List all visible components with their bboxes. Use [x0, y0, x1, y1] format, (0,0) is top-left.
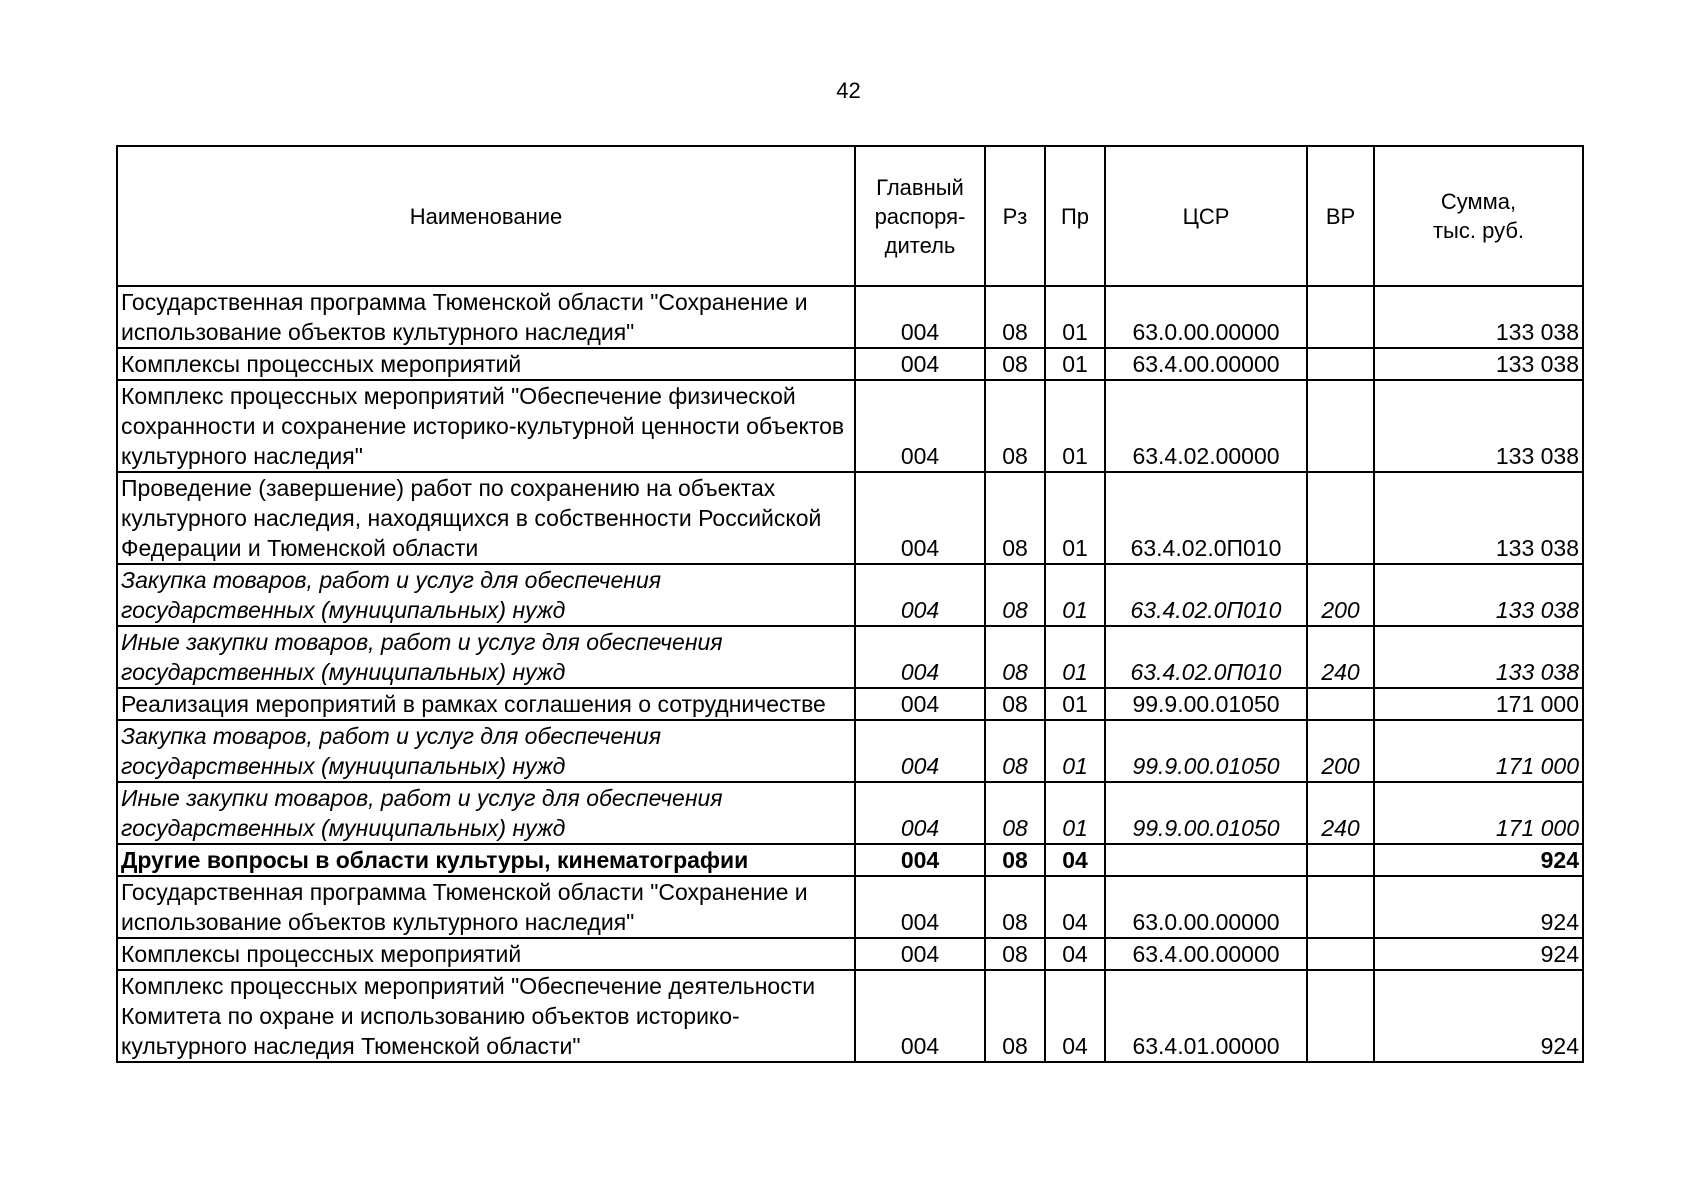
header-amount: Сумма, тыс. руб.: [1374, 146, 1583, 286]
cell-expense-type: [1307, 844, 1374, 876]
cell-target-article: 63.4.02.0П010: [1105, 472, 1307, 564]
table-row: [117, 970, 1583, 1062]
cell-subsection: 01: [1045, 380, 1105, 472]
cell-target-article: 63.4.02.0П010: [1105, 564, 1307, 626]
cell-amount: 924: [1374, 844, 1583, 876]
table-row: [117, 564, 1583, 626]
cell-name: Комплексы процессных мероприятий: [117, 348, 855, 380]
cell-section: 08: [985, 688, 1045, 720]
cell-target-article: 63.0.00.00000: [1105, 876, 1307, 938]
cell-expense-type: [1307, 348, 1374, 380]
table-row: [117, 688, 1583, 720]
table-row: [117, 938, 1583, 970]
cell-chief-manager: 004: [855, 380, 985, 472]
cell-subsection: 04: [1045, 970, 1105, 1062]
cell-chief-manager: 004: [855, 286, 985, 348]
cell-section: 08: [985, 626, 1045, 688]
table-row: [117, 348, 1583, 380]
cell-chief-manager: 004: [855, 782, 985, 844]
cell-section: 08: [985, 782, 1045, 844]
header-chief-manager: Главный распоря- дитель: [855, 146, 985, 286]
cell-subsection: 04: [1045, 938, 1105, 970]
cell-section: 08: [985, 286, 1045, 348]
cell-subsection: 01: [1045, 286, 1105, 348]
cell-amount: 924: [1374, 938, 1583, 970]
table-row: [117, 380, 1583, 472]
cell-chief-manager: 004: [855, 970, 985, 1062]
cell-expense-type: [1307, 688, 1374, 720]
cell-amount: 133 038: [1374, 286, 1583, 348]
cell-name: Иные закупки товаров, работ и услуг для обеспечения государственных (муниципальных) нужд: [117, 626, 855, 688]
cell-expense-type: [1307, 286, 1374, 348]
cell-section: 08: [985, 564, 1045, 626]
cell-expense-type: [1307, 970, 1374, 1062]
cell-name: Государственная программа Тюменской области "Сохранение и использование объектов культурного наследия": [117, 876, 855, 938]
cell-target-article: 63.4.01.00000: [1105, 970, 1307, 1062]
cell-chief-manager: 004: [855, 348, 985, 380]
table-row: [117, 626, 1583, 688]
cell-subsection: 01: [1045, 720, 1105, 782]
cell-target-article: 63.4.02.0П010: [1105, 626, 1307, 688]
cell-expense-type: 200: [1307, 720, 1374, 782]
cell-section: 08: [985, 348, 1045, 380]
cell-name: Проведение (завершение) работ по сохранению на объектах культурного наследия, находящихся в собственности Российской Федерации и Тюменской области: [117, 472, 855, 564]
header-name: Наименование: [117, 146, 855, 286]
cell-target-article: 63.0.00.00000: [1105, 286, 1307, 348]
cell-target-article: 63.4.00.00000: [1105, 938, 1307, 970]
cell-name: Иные закупки товаров, работ и услуг для обеспечения государственных (муниципальных) нужд: [117, 782, 855, 844]
cell-expense-type: [1307, 380, 1374, 472]
cell-chief-manager: 004: [855, 688, 985, 720]
cell-amount: 133 038: [1374, 348, 1583, 380]
cell-expense-type: [1307, 472, 1374, 564]
cell-target-article: 63.4.00.00000: [1105, 348, 1307, 380]
cell-section: 08: [985, 970, 1045, 1062]
cell-amount: 133 038: [1374, 564, 1583, 626]
cell-amount: 171 000: [1374, 688, 1583, 720]
cell-subsection: 04: [1045, 876, 1105, 938]
cell-section: 08: [985, 720, 1045, 782]
table-row: [117, 286, 1583, 348]
header-section: Рз: [985, 146, 1045, 286]
header-target-article: ЦСР: [1105, 146, 1307, 286]
table-row: [117, 876, 1583, 938]
budget-table: [116, 145, 1584, 1063]
cell-section: 08: [985, 938, 1045, 970]
table-body: [117, 286, 1583, 1062]
cell-amount: 924: [1374, 970, 1583, 1062]
table-row: [117, 472, 1583, 564]
cell-name: Другие вопросы в области культуры, кинематографии: [117, 844, 855, 876]
table-row: [117, 844, 1583, 876]
cell-section: 08: [985, 472, 1045, 564]
cell-subsection: 04: [1045, 844, 1105, 876]
table-row: [117, 782, 1583, 844]
cell-expense-type: 240: [1307, 626, 1374, 688]
cell-name: Комплекс процессных мероприятий "Обеспечение физической сохранности и сохранение историко-культурной ценности объектов культурного наследия": [117, 380, 855, 472]
cell-subsection: 01: [1045, 564, 1105, 626]
cell-section: 08: [985, 380, 1045, 472]
cell-amount: 133 038: [1374, 626, 1583, 688]
cell-target-article: [1105, 844, 1307, 876]
cell-section: 08: [985, 876, 1045, 938]
page-number: 42: [836, 78, 861, 103]
cell-amount: 924: [1374, 876, 1583, 938]
cell-amount: 133 038: [1374, 472, 1583, 564]
cell-chief-manager: 004: [855, 938, 985, 970]
cell-subsection: 01: [1045, 782, 1105, 844]
cell-expense-type: 200: [1307, 564, 1374, 626]
cell-chief-manager: 004: [855, 564, 985, 626]
cell-chief-manager: 004: [855, 472, 985, 564]
cell-chief-manager: 004: [855, 626, 985, 688]
cell-target-article: 99.9.00.01050: [1105, 720, 1307, 782]
cell-expense-type: [1307, 938, 1374, 970]
cell-subsection: 01: [1045, 348, 1105, 380]
cell-amount: 171 000: [1374, 720, 1583, 782]
cell-name: Государственная программа Тюменской области "Сохранение и использование объектов культурного наследия": [117, 286, 855, 348]
cell-expense-type: 240: [1307, 782, 1374, 844]
cell-name: Закупка товаров, работ и услуг для обеспечения государственных (муниципальных) нужд: [117, 720, 855, 782]
cell-chief-manager: 004: [855, 876, 985, 938]
table-row: [117, 720, 1583, 782]
cell-name: Комплекс процессных мероприятий "Обеспечение деятельности Комитета по охране и использованию объектов историко-культурного наследия Тюменской области": [117, 970, 855, 1062]
cell-target-article: 99.9.00.01050: [1105, 688, 1307, 720]
cell-name: Реализация мероприятий в рамках соглашения о сотрудничестве: [117, 688, 855, 720]
header-expense-type: ВР: [1307, 146, 1374, 286]
cell-amount: 171 000: [1374, 782, 1583, 844]
cell-target-article: 99.9.00.01050: [1105, 782, 1307, 844]
cell-target-article: 63.4.02.00000: [1105, 380, 1307, 472]
cell-name: Комплексы процессных мероприятий: [117, 938, 855, 970]
cell-amount: 133 038: [1374, 380, 1583, 472]
cell-chief-manager: 004: [855, 720, 985, 782]
table-header-row: [117, 146, 1583, 286]
cell-section: 08: [985, 844, 1045, 876]
cell-name: Закупка товаров, работ и услуг для обеспечения государственных (муниципальных) нужд: [117, 564, 855, 626]
cell-subsection: 01: [1045, 626, 1105, 688]
cell-chief-manager: 004: [855, 844, 985, 876]
header-subsection: Пр: [1045, 146, 1105, 286]
cell-subsection: 01: [1045, 688, 1105, 720]
cell-expense-type: [1307, 876, 1374, 938]
cell-subsection: 01: [1045, 472, 1105, 564]
